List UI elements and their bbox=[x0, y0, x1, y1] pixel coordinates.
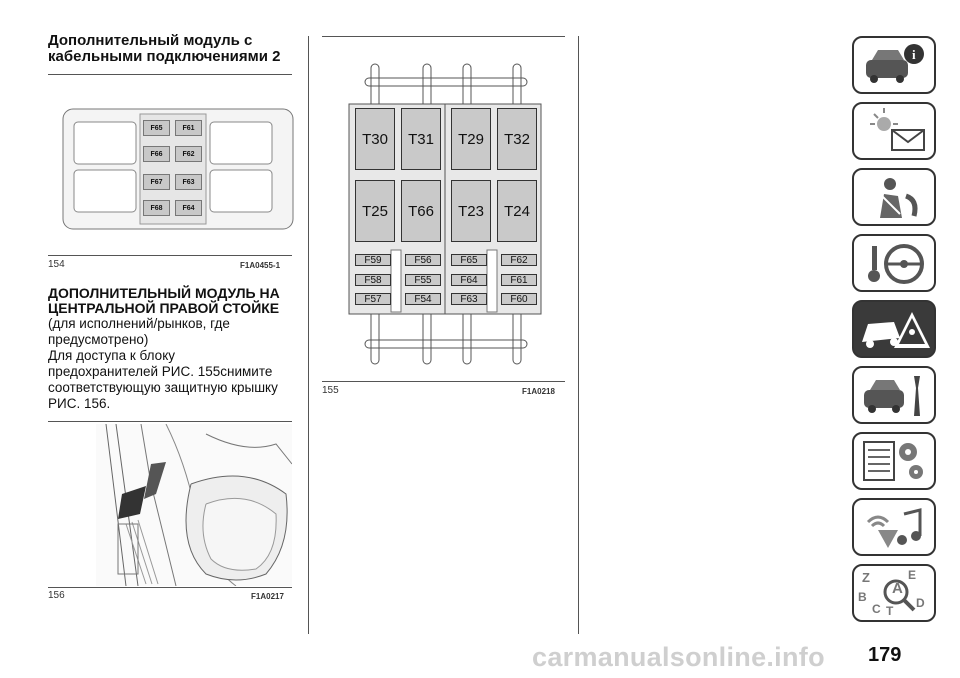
section-title-line1: ДОПОЛНИТЕЛЬНЫЙ МОДУЛЬ НА bbox=[48, 285, 280, 301]
watermark: carmanualsonline.info bbox=[532, 642, 825, 672]
relay-label: T29 bbox=[451, 108, 491, 170]
section-title-line2: ЦЕНТРАЛЬНОЙ ПРАВОЙ СТОЙКЕ bbox=[48, 300, 280, 316]
fuse-label: F65 bbox=[143, 120, 170, 136]
tab-safety[interactable] bbox=[852, 168, 936, 226]
specifications-icon bbox=[854, 434, 934, 488]
column-separator bbox=[578, 36, 579, 634]
body-text: соответствующую защитную крышку bbox=[48, 380, 278, 395]
emergency-icon bbox=[854, 302, 934, 356]
fuse-label: F64 bbox=[451, 274, 487, 286]
relay-label: T24 bbox=[497, 180, 537, 242]
tab-index[interactable] bbox=[852, 564, 936, 622]
svg-text:i: i bbox=[912, 47, 916, 62]
module-title-line2: кабельными подключениями 2 bbox=[48, 48, 281, 65]
tab-car-info[interactable] bbox=[852, 36, 936, 94]
index-letter: B bbox=[858, 590, 867, 604]
body-text: Для доступа к блоку bbox=[48, 348, 175, 363]
tab-multimedia[interactable] bbox=[852, 498, 936, 556]
fuse-label: F56 bbox=[405, 254, 441, 266]
fuse-label: F66 bbox=[143, 146, 170, 162]
fuse-label: F61 bbox=[175, 120, 202, 136]
relay-label: T25 bbox=[355, 180, 395, 242]
tab-emergency[interactable] bbox=[852, 300, 936, 358]
relay-label: T66 bbox=[401, 180, 441, 242]
index-letter: A bbox=[892, 580, 903, 597]
fuse-label: F55 bbox=[405, 274, 441, 286]
index-letter: C bbox=[872, 602, 881, 616]
safety-seat-icon bbox=[854, 170, 934, 224]
body-text: предохранителей РИС. 155снимите bbox=[48, 364, 273, 379]
figure-code: F1A0218 bbox=[522, 387, 555, 396]
body-text: предусмотрено) bbox=[48, 332, 149, 347]
figure-number: 154 bbox=[48, 259, 65, 270]
figure-rule bbox=[322, 381, 565, 382]
fuse-label: F62 bbox=[175, 146, 202, 162]
figure-number: 156 bbox=[48, 590, 65, 601]
relay-label: T30 bbox=[355, 108, 395, 170]
fuse-label: F63 bbox=[175, 174, 202, 190]
tab-steering-start[interactable] bbox=[852, 234, 936, 292]
relay-label: T32 bbox=[497, 108, 537, 170]
fuse-label: F65 bbox=[451, 254, 487, 266]
multimedia-icon bbox=[854, 500, 934, 554]
fuse-label: F63 bbox=[451, 293, 487, 305]
fuse-label: F57 bbox=[355, 293, 391, 305]
divider bbox=[48, 421, 292, 422]
car-maintenance-icon bbox=[854, 368, 934, 422]
body-text: РИС. 156. bbox=[48, 396, 111, 411]
figure-code: F1A0217 bbox=[251, 592, 284, 601]
index-letter: Z bbox=[862, 570, 870, 585]
column-separator bbox=[308, 36, 309, 634]
lights-messages-icon bbox=[854, 104, 934, 158]
divider bbox=[48, 74, 292, 75]
figure-155 bbox=[345, 60, 545, 370]
figure-156-photo bbox=[96, 424, 292, 586]
fuse-label: F62 bbox=[501, 254, 537, 266]
figure-rule bbox=[48, 587, 292, 588]
page-number: 179 bbox=[868, 644, 902, 666]
fuse-label: F54 bbox=[405, 293, 441, 305]
index-letter: E bbox=[908, 568, 917, 582]
divider bbox=[322, 36, 565, 37]
module-title-line1: Дополнительный модуль с bbox=[48, 32, 253, 49]
figure-154 bbox=[62, 108, 294, 230]
fuse-label: F58 bbox=[355, 274, 391, 286]
fuse-label: F68 bbox=[143, 200, 170, 216]
cover-photo-illustration bbox=[96, 424, 292, 586]
tab-maintenance[interactable] bbox=[852, 366, 936, 424]
index-letter: T bbox=[886, 604, 894, 618]
index-letter: D bbox=[916, 596, 925, 610]
tab-specifications[interactable] bbox=[852, 432, 936, 490]
body-text: (для исполнений/рынков, где bbox=[48, 316, 230, 331]
tab-lights-messages[interactable] bbox=[852, 102, 936, 160]
fuse-label: F59 bbox=[355, 254, 391, 266]
relay-label: T31 bbox=[401, 108, 441, 170]
car-info-icon bbox=[854, 38, 934, 92]
figure-rule bbox=[48, 255, 292, 256]
fuse-label: F67 bbox=[143, 174, 170, 190]
fuse-label: F64 bbox=[175, 200, 202, 216]
fuse-label: F61 bbox=[501, 274, 537, 286]
fuse-label: F60 bbox=[501, 293, 537, 305]
figure-code: F1A0455-1 bbox=[240, 261, 281, 270]
relay-label: T23 bbox=[451, 180, 491, 242]
figure-number: 155 bbox=[322, 385, 339, 396]
steering-start-icon bbox=[854, 236, 934, 290]
